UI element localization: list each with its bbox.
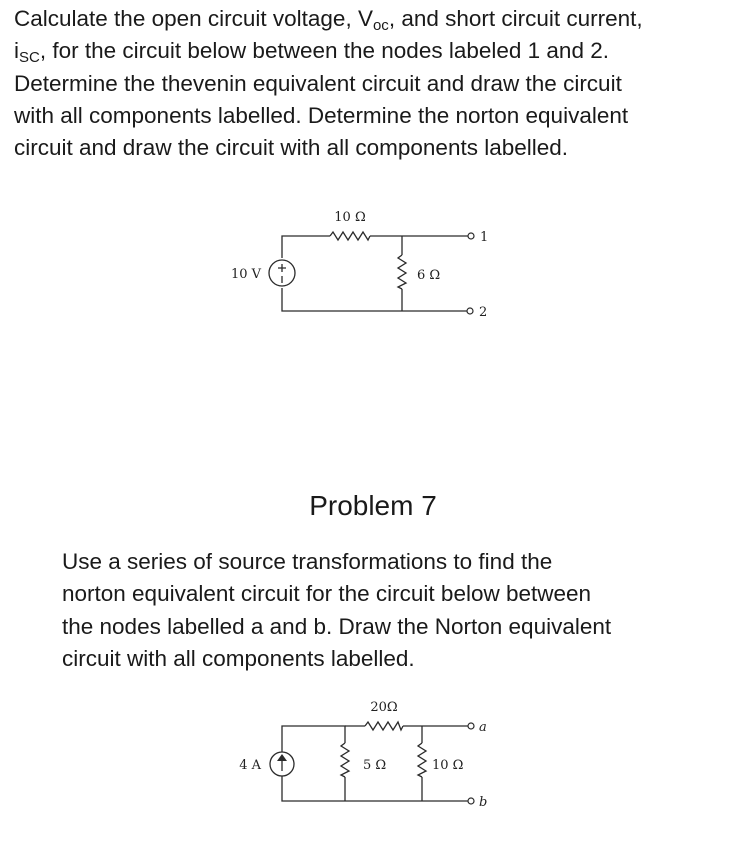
node-1-label: 1 bbox=[480, 230, 489, 245]
node-a-label: a bbox=[479, 720, 487, 735]
problem-7-line-1: Use a series of source transformations to find the bbox=[62, 549, 553, 574]
node-b-label: b bbox=[479, 795, 488, 810]
node-2-label: 2 bbox=[479, 305, 488, 320]
problem-6-line-2: $i_{SC}$, for the circuit below between the nodes labeled 1 and 2. bbox=[14, 38, 609, 67]
problem-6-line-5: circuit and draw the circuit with all components labelled. bbox=[14, 135, 569, 161]
resistor-10-ohm-shunt bbox=[418, 743, 426, 777]
resistor-5-ohm-label: 5 Ω bbox=[363, 758, 387, 773]
resistor-10-ohm bbox=[330, 232, 370, 240]
problem-6-line-3: Determine the thevenin equivalent circuit and draw the circuit bbox=[14, 70, 622, 96]
node-a-terminal bbox=[468, 723, 474, 729]
current-source-label: 4 A bbox=[239, 758, 261, 773]
voltage-source-10v bbox=[269, 260, 295, 286]
resistor-10-ohm-label: 10 Ω bbox=[334, 210, 366, 225]
problem-7-line-4: circuit with all components labelled. bbox=[62, 645, 415, 671]
problem-7-line-2: norton equivalent circuit for the circuit below between bbox=[62, 581, 592, 607]
voltage-source-label: 10 V bbox=[230, 267, 261, 282]
node-1-terminal bbox=[468, 233, 474, 239]
node-2-terminal bbox=[467, 308, 473, 314]
node-b-terminal bbox=[468, 798, 474, 804]
resistor-10-ohm-shunt-label: 10 Ω bbox=[432, 758, 464, 773]
resistor-20-ohm-label: 20Ω bbox=[370, 700, 398, 715]
resistor-6-ohm-label: 6 Ω bbox=[417, 268, 441, 283]
problem-6-line-4: with all components labelled. Determine the norton equivalent bbox=[14, 102, 629, 128]
problem-7-line-3: the nodes labelled a and b. Draw the Norton equivalent bbox=[62, 613, 612, 639]
problem-7-text bbox=[62, 546, 742, 675]
resistor-6-ohm bbox=[398, 255, 406, 289]
resistor-20-ohm bbox=[365, 722, 403, 730]
circuit-1 bbox=[231, 210, 488, 320]
problem-6-line-1: Calculate the open circuit voltage, $V_{oc}$, and short circuit current, bbox=[14, 6, 643, 34]
problem-7-title: Problem 7 bbox=[309, 490, 437, 521]
current-source-4a bbox=[270, 752, 294, 776]
circuit-2 bbox=[239, 700, 487, 810]
resistor-5-ohm bbox=[341, 743, 349, 777]
